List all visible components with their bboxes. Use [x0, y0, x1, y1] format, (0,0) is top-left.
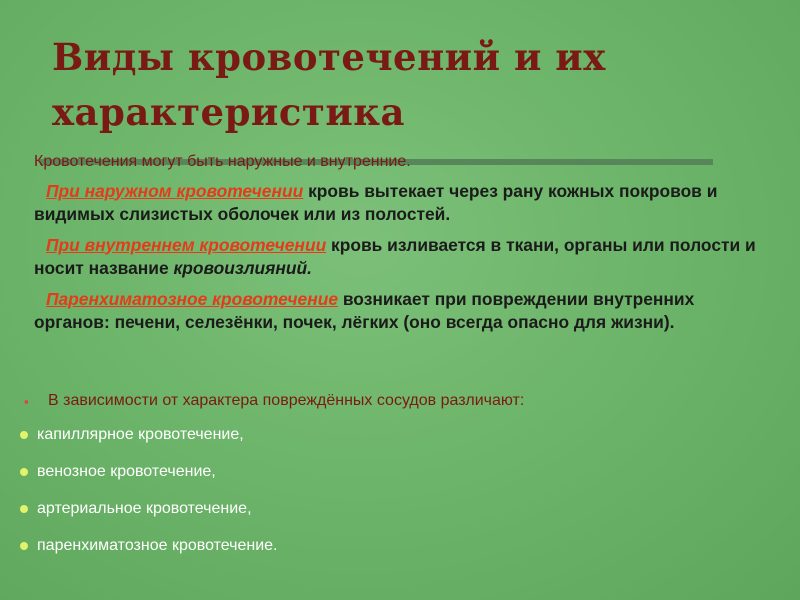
list-item-label: артериальное кровотечение, — [37, 500, 252, 517]
list-item — [20, 499, 278, 519]
list-item — [20, 462, 278, 482]
list-item — [20, 536, 278, 556]
paragraph-parenchymal — [34, 288, 764, 335]
paragraph-external — [34, 180, 764, 227]
square-bullet-icon: ▪ — [24, 394, 29, 409]
list-item-label: паренхиматозное кровотечение. — [37, 537, 278, 554]
paragraph-parenchymal-text: возникает при повреждении внутренних органов: печени, селезёнки, почек, лёгких (оно всегда опасно для жизни). — [34, 288, 695, 332]
highlight-parenchymal: Паренхиматозное кровотечение — [46, 288, 339, 309]
slide-title: Виды кровотечений и их характеристика — [52, 35, 606, 134]
list-lead: В зависимости от характера повреждённых сосудов различают: — [48, 392, 525, 409]
highlight-external: При наружном кровотечении — [46, 180, 304, 201]
list-item-label: капиллярное кровотечение, — [37, 426, 244, 443]
slide-body — [34, 150, 764, 342]
dot-bullet-icon — [20, 542, 28, 550]
term-hemorrhage: кровоизлияний. — [173, 258, 312, 278]
dot-bullet-icon — [20, 431, 28, 439]
highlight-internal: При внутреннем кровотечении — [46, 234, 327, 255]
paragraph-internal — [34, 234, 764, 281]
intro-text: Кровотечения могут быть наружные и внутренние. — [34, 153, 411, 170]
list-item-label: венозное кровотечение, — [37, 463, 216, 480]
dot-bullet-icon — [20, 505, 28, 513]
list-item — [20, 425, 278, 445]
bleeding-types-list — [20, 425, 278, 573]
dot-bullet-icon — [20, 468, 28, 476]
paragraph-external-text: кровь вытекает через рану кожных покровов и видимых слизистых оболочек или из полостей. — [34, 180, 718, 224]
paragraph-internal-text: кровь изливается в ткани, органы или полости и носит название — [34, 234, 756, 278]
